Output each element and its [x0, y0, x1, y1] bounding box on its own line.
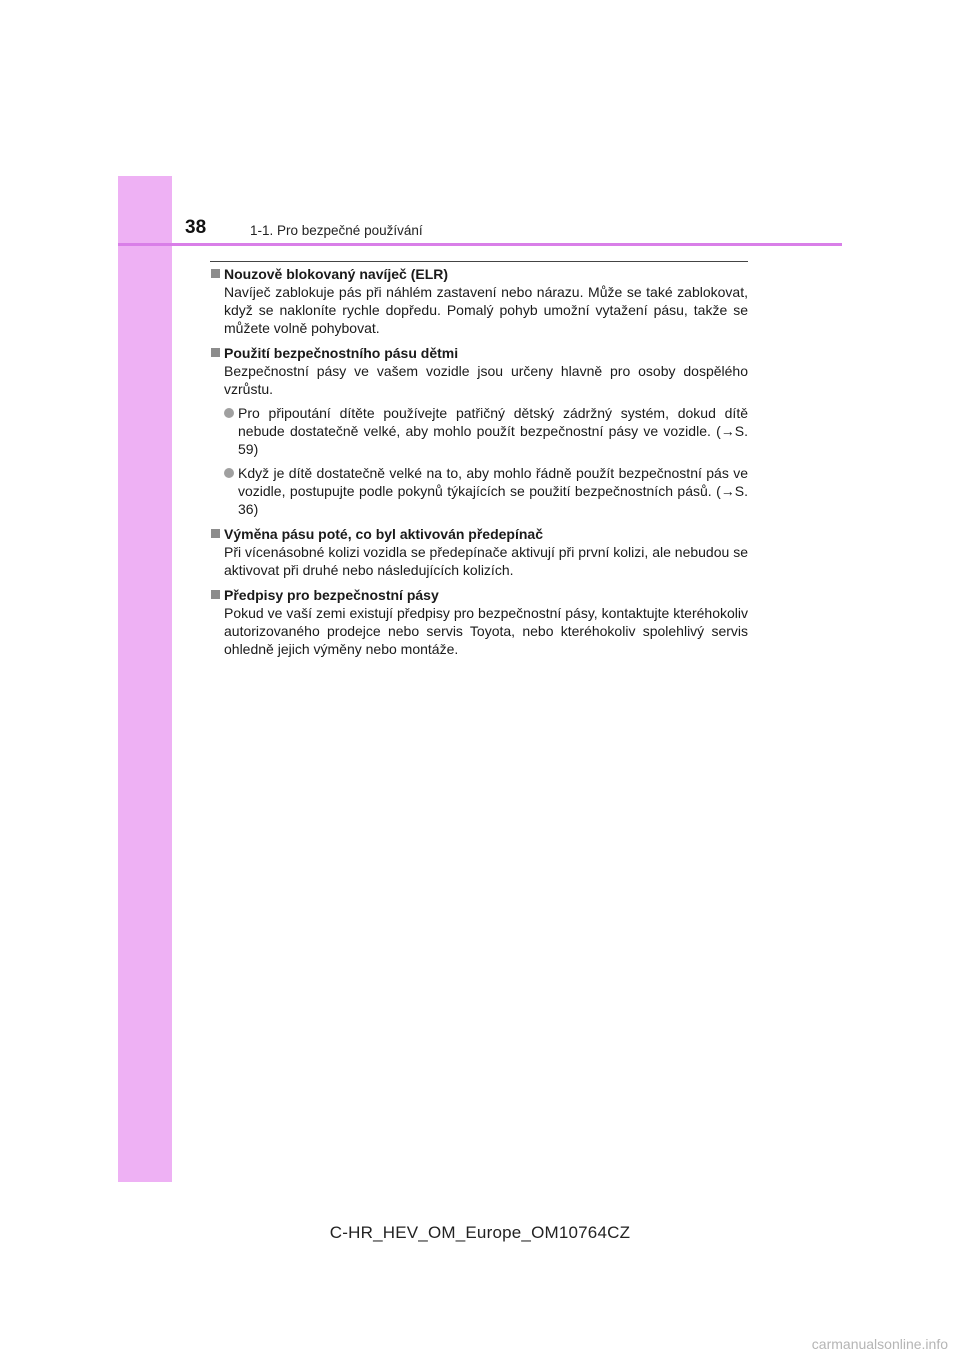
square-bullet-icon	[211, 269, 220, 278]
item-heading: Předpisy pro bezpečnostní pásy	[210, 586, 748, 604]
bullet-item: Když je dítě dostatečně velké na to, aby mohlo řádně použít bezpečnostní pás ve vozidle, postupujte podle pokynů týkajících se použití bezpečnostních pásů. (→S. 36)	[210, 464, 748, 518]
circle-bullet-icon	[224, 468, 234, 478]
square-bullet-icon	[211, 529, 220, 538]
section-title: 1-1. Pro bezpečné používání	[250, 223, 423, 238]
watermark: carmanualsonline.info	[811, 1336, 948, 1352]
item-text: Při vícenásobné kolizi vozidla se předepínače aktivují při první kolizi, ale nebudou se aktivovat při druhé nebo následujících kolizích.	[224, 544, 748, 578]
item-heading: Výměna pásu poté, co byl aktivován předepínač	[210, 525, 748, 543]
item-pretensioner	[210, 525, 748, 579]
item-children	[210, 344, 748, 518]
sidebar-tab	[118, 176, 172, 1182]
item-text: Pokud ve vaší zemi existují předpisy pro bezpečnostní pásy, kontaktujte kteréhokoliv autorizovaného prodejce nebo servis Toyota, nebo kteréhokoliv spolehlivý servis ohledně jejich výměny nebo montáže.	[224, 605, 748, 657]
item-text: Bezpečnostní pásy ve vašem vozidle jsou určeny hlavně pro osoby dospělého vzrůstu.	[224, 363, 748, 397]
square-bullet-icon	[211, 348, 220, 357]
content-top-rule	[210, 261, 748, 262]
bullet-item: Pro připoutání dítěte používejte patřičný dětský zádržný systém, dokud dítě nebude dostatečně velké, aby mohlo použít bezpečnostní pásy ve vozidle. (→S. 59)	[210, 404, 748, 458]
circle-bullet-icon	[224, 408, 234, 418]
page-number: 38	[185, 217, 207, 238]
content-body	[210, 265, 748, 665]
item-heading: Použití bezpečnostního pásu dětmi	[210, 344, 748, 362]
item-heading: Nouzově blokovaný navíječ (ELR)	[210, 265, 748, 283]
item-elr	[210, 265, 748, 337]
document-code: C-HR_HEV_OM_Europe_OM10764CZ	[329, 1223, 631, 1242]
item-text: Navíječ zablokuje pás při náhlém zastavení nebo nárazu. Může se také zablokovat, když se nakloníte rychle dopředu. Pomalý pohyb umožní vytažení pásu, takže se můžete volně pohybovat.	[224, 284, 748, 336]
header-rule	[118, 243, 842, 246]
square-bullet-icon	[211, 590, 220, 599]
item-regulations	[210, 586, 748, 658]
